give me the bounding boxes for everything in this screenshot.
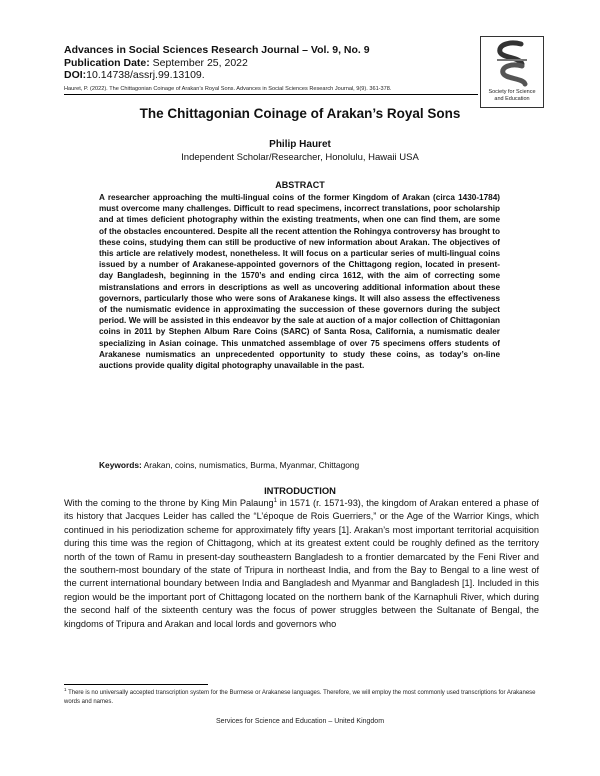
publication-date — [64, 57, 464, 70]
citation-line: Hauret, P. (2022). The Chittagonian Coinage of Arakan’s Royal Sons. Advances in Social Sciences Research Journal, 9(9). 361-378. — [64, 86, 392, 92]
journal-header — [64, 44, 464, 82]
logo-caption-line2: and Education — [494, 95, 530, 102]
abstract-text: A researcher approaching the multi-lingual coins of the former Kingdom of Arakan (circa 1430-1784) must overcome many challenges. Difficult to read specimens, incorrect translations, poor scholarship and at times deficient photography within the existing treatments, when one can find them, are some of the obstacles encountered. Despite all the recent attention the Rohingya controversy has brought to these coins, studying them can still be productive of new information about Arakan. The objectives of this article are relatively modest, nonetheless. It will focus on a particular series of multi-lingual coins issued by a number of Arakanese-appointed governors of the Chittagong region, located in present-day Bangladesh, beginning in the 1570’s and ending circa 1612, with the aim of correcting some mistranslations and errors in descriptions as well as uncovering additional information about these governors, particularly those who were sons of Arakanese kings. It will also assess the effectiveness of the numismatic evidence in approximating the succession of these governors during the subject period. We will be assisted in this endeavor by the sale at auction of a major collection of Chittagonian coins in 2011 by Stephen Album Rare Coins (SARC) of Santa Rosa, California, a numismatic dealer specializing in Asian coinage. This unmatched assemblage of over 75 specimens offers students of Arakanese numismatics an unprecedented opportunity to study these coins, as today’s on-line auctions provide quality digital photography unavailable in the past. — [99, 193, 500, 371]
footnote-divider — [64, 684, 208, 685]
author-affiliation: Independent Scholar/Researcher, Honolulu, Hawaii USA — [181, 152, 419, 163]
article-title: The Chittagonian Coinage of Arakan’s Royal Sons — [139, 106, 461, 121]
introduction-heading: INTRODUCTION — [264, 485, 336, 496]
society-logo — [480, 36, 544, 108]
doi-label: DOI: — [64, 69, 87, 81]
keywords-label: Keywords: — [99, 460, 142, 470]
logo-caption — [481, 89, 543, 102]
intro-text-start: With the coming to the throne by King Min Palaung — [64, 498, 274, 508]
introduction-text — [64, 497, 539, 631]
footnote-marker: 1 — [64, 687, 67, 692]
publication-date-value: September 25, 2022 — [149, 56, 248, 69]
footnote-text: There is no universally accepted transcription system for the Burmese or Arakanese languages. Therefore, we will employ the most commonly used transcriptions for Arakanese words and names. — [64, 690, 536, 705]
publication-date-label: Publication Date: — [64, 56, 150, 69]
sse-logo-icon — [491, 40, 533, 88]
intro-text-rest: in 1571 (r. 1571-93), the kingdom of Arakan entered a phase of its history that Jacques Leider has called the “L’époque de Rois Guerriers,” or the Age of the Warrior Kings, which continued in his periodization scheme for approximately fifty years [1]. Arakan’s most important territorial acquisition during this time was the region of Chittagong, which at its greatest extent could be roughly defined as the territory north of the town of Ramu in present-day southeastern Bangladesh to a frontier demarcated by the Feni River and the southern-most boundary of the state of Tripura in northeast India, and from the Bay to Bengal to a line west of the current international boundary between India and Bangladesh and Myanmar and Bangladesh [1]. Included in this region would be the important port of Chittagong located on the northern bank of the Karnaphuli River, which during the second half of the sixteenth century was the focus of power struggles between the Sultanate of Bengal, the kingdoms of Tripura and Arakan and local lords and governors who — [64, 498, 539, 629]
footnote — [64, 689, 539, 706]
doi — [64, 69, 464, 82]
keywords — [99, 460, 519, 470]
abstract-heading: ABSTRACT — [275, 180, 325, 190]
footnote-reference[interactable]: 1 — [273, 497, 277, 504]
journal-title: Advances in Social Sciences Research Journal – Vol. 9, No. 9 — [64, 44, 370, 56]
logo-caption-line1: Society for Science — [488, 89, 536, 95]
page-footer: Services for Science and Education – United Kingdom — [215, 718, 385, 725]
keywords-value: Arakan, coins, numismatics, Burma, Myanmar, Chittagong — [141, 460, 360, 470]
author-name: Philip Hauret — [269, 139, 331, 150]
header-divider — [64, 94, 478, 95]
doi-value[interactable]: 10.14738/assrj.99.13109. — [86, 69, 205, 81]
